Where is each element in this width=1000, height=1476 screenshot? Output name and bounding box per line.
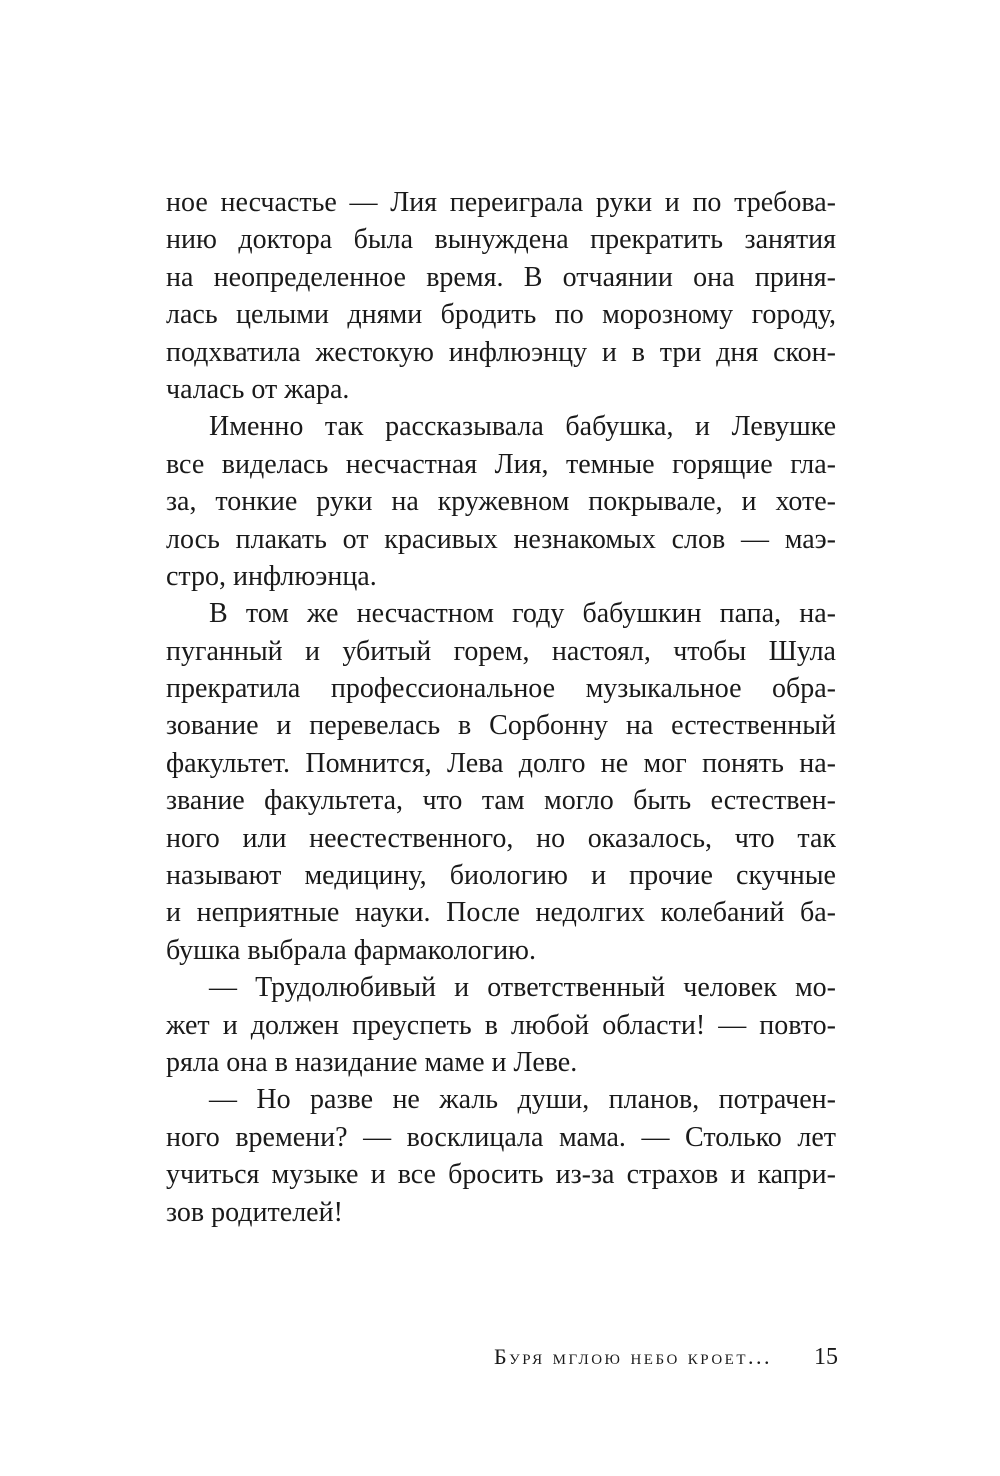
text-line: зование и перевелась в Сорбонну на естественный <box>166 710 836 742</box>
body-text <box>166 184 836 1231</box>
text-line: звание факультета, что там могло быть естествен- <box>166 785 836 817</box>
text-line: бушка выбрала фармакологию. <box>166 934 536 966</box>
text-line: учиться музыке и все бросить из-за страхов и капри- <box>166 1159 836 1191</box>
text-line: ного времени? — восклицала мама. — Столько лет <box>166 1121 836 1153</box>
text-line: пуганный и убитый горем, настоял, чтобы Шула <box>166 635 836 667</box>
text-line: факультет. Помнится, Лева долго не мог понять на- <box>166 747 836 779</box>
text-line: жет и должен преуспеть в любой области! — повто- <box>166 1009 836 1041</box>
text-line: — Но разве не жаль души, планов, потрачен- <box>209 1084 836 1116</box>
text-line: лась целыми днями бродить по морозному городу, <box>166 299 836 331</box>
text-line: называют медицину, биологию и прочие скучные <box>166 860 836 892</box>
text-line: зов родителей! <box>166 1196 343 1228</box>
text-line: стро, инфлюэнца. <box>166 560 377 592</box>
text-line: и неприятные науки. После недолгих колебаний ба- <box>166 897 836 929</box>
page-number: 15 <box>814 1344 838 1370</box>
text-line: ряла она в назидание маме и Леве. <box>166 1046 578 1078</box>
text-line: лось плакать от красивых незнакомых слов — маэ- <box>166 523 836 555</box>
text-line: за, тонкие руки на кружевном покрывале, и хоте- <box>166 486 836 518</box>
text-line: на неопределенное время. В отчаянии она приня- <box>166 261 836 293</box>
text-line: ное несчастье — Лия переиграла руки и по требова- <box>166 187 836 218</box>
text-line: прекратила профессиональное музыкальное обра- <box>166 673 836 705</box>
running-title: Буря мглою небо кроет... <box>494 1344 772 1369</box>
text-line: В том же несчастном году бабушкин папа, на- <box>209 598 836 630</box>
text-line: подхватила жестокую инфлюэнцу и в три дня скон- <box>166 336 836 368</box>
text-line: Именно так рассказывала бабушка, и Левушке <box>209 411 836 443</box>
text-line: чалась от жара. <box>166 373 350 405</box>
text-line: все виделась несчастная Лия, темные горящие гла- <box>166 448 836 480</box>
text-line: ного или неестественного, но оказалось, что так <box>166 822 836 854</box>
page-footer <box>494 1339 838 1375</box>
text-line: — Трудолюбивый и ответственный человек мо- <box>209 972 836 1004</box>
text-line: нию доктора была вынуждена прекратить занятия <box>166 224 836 256</box>
